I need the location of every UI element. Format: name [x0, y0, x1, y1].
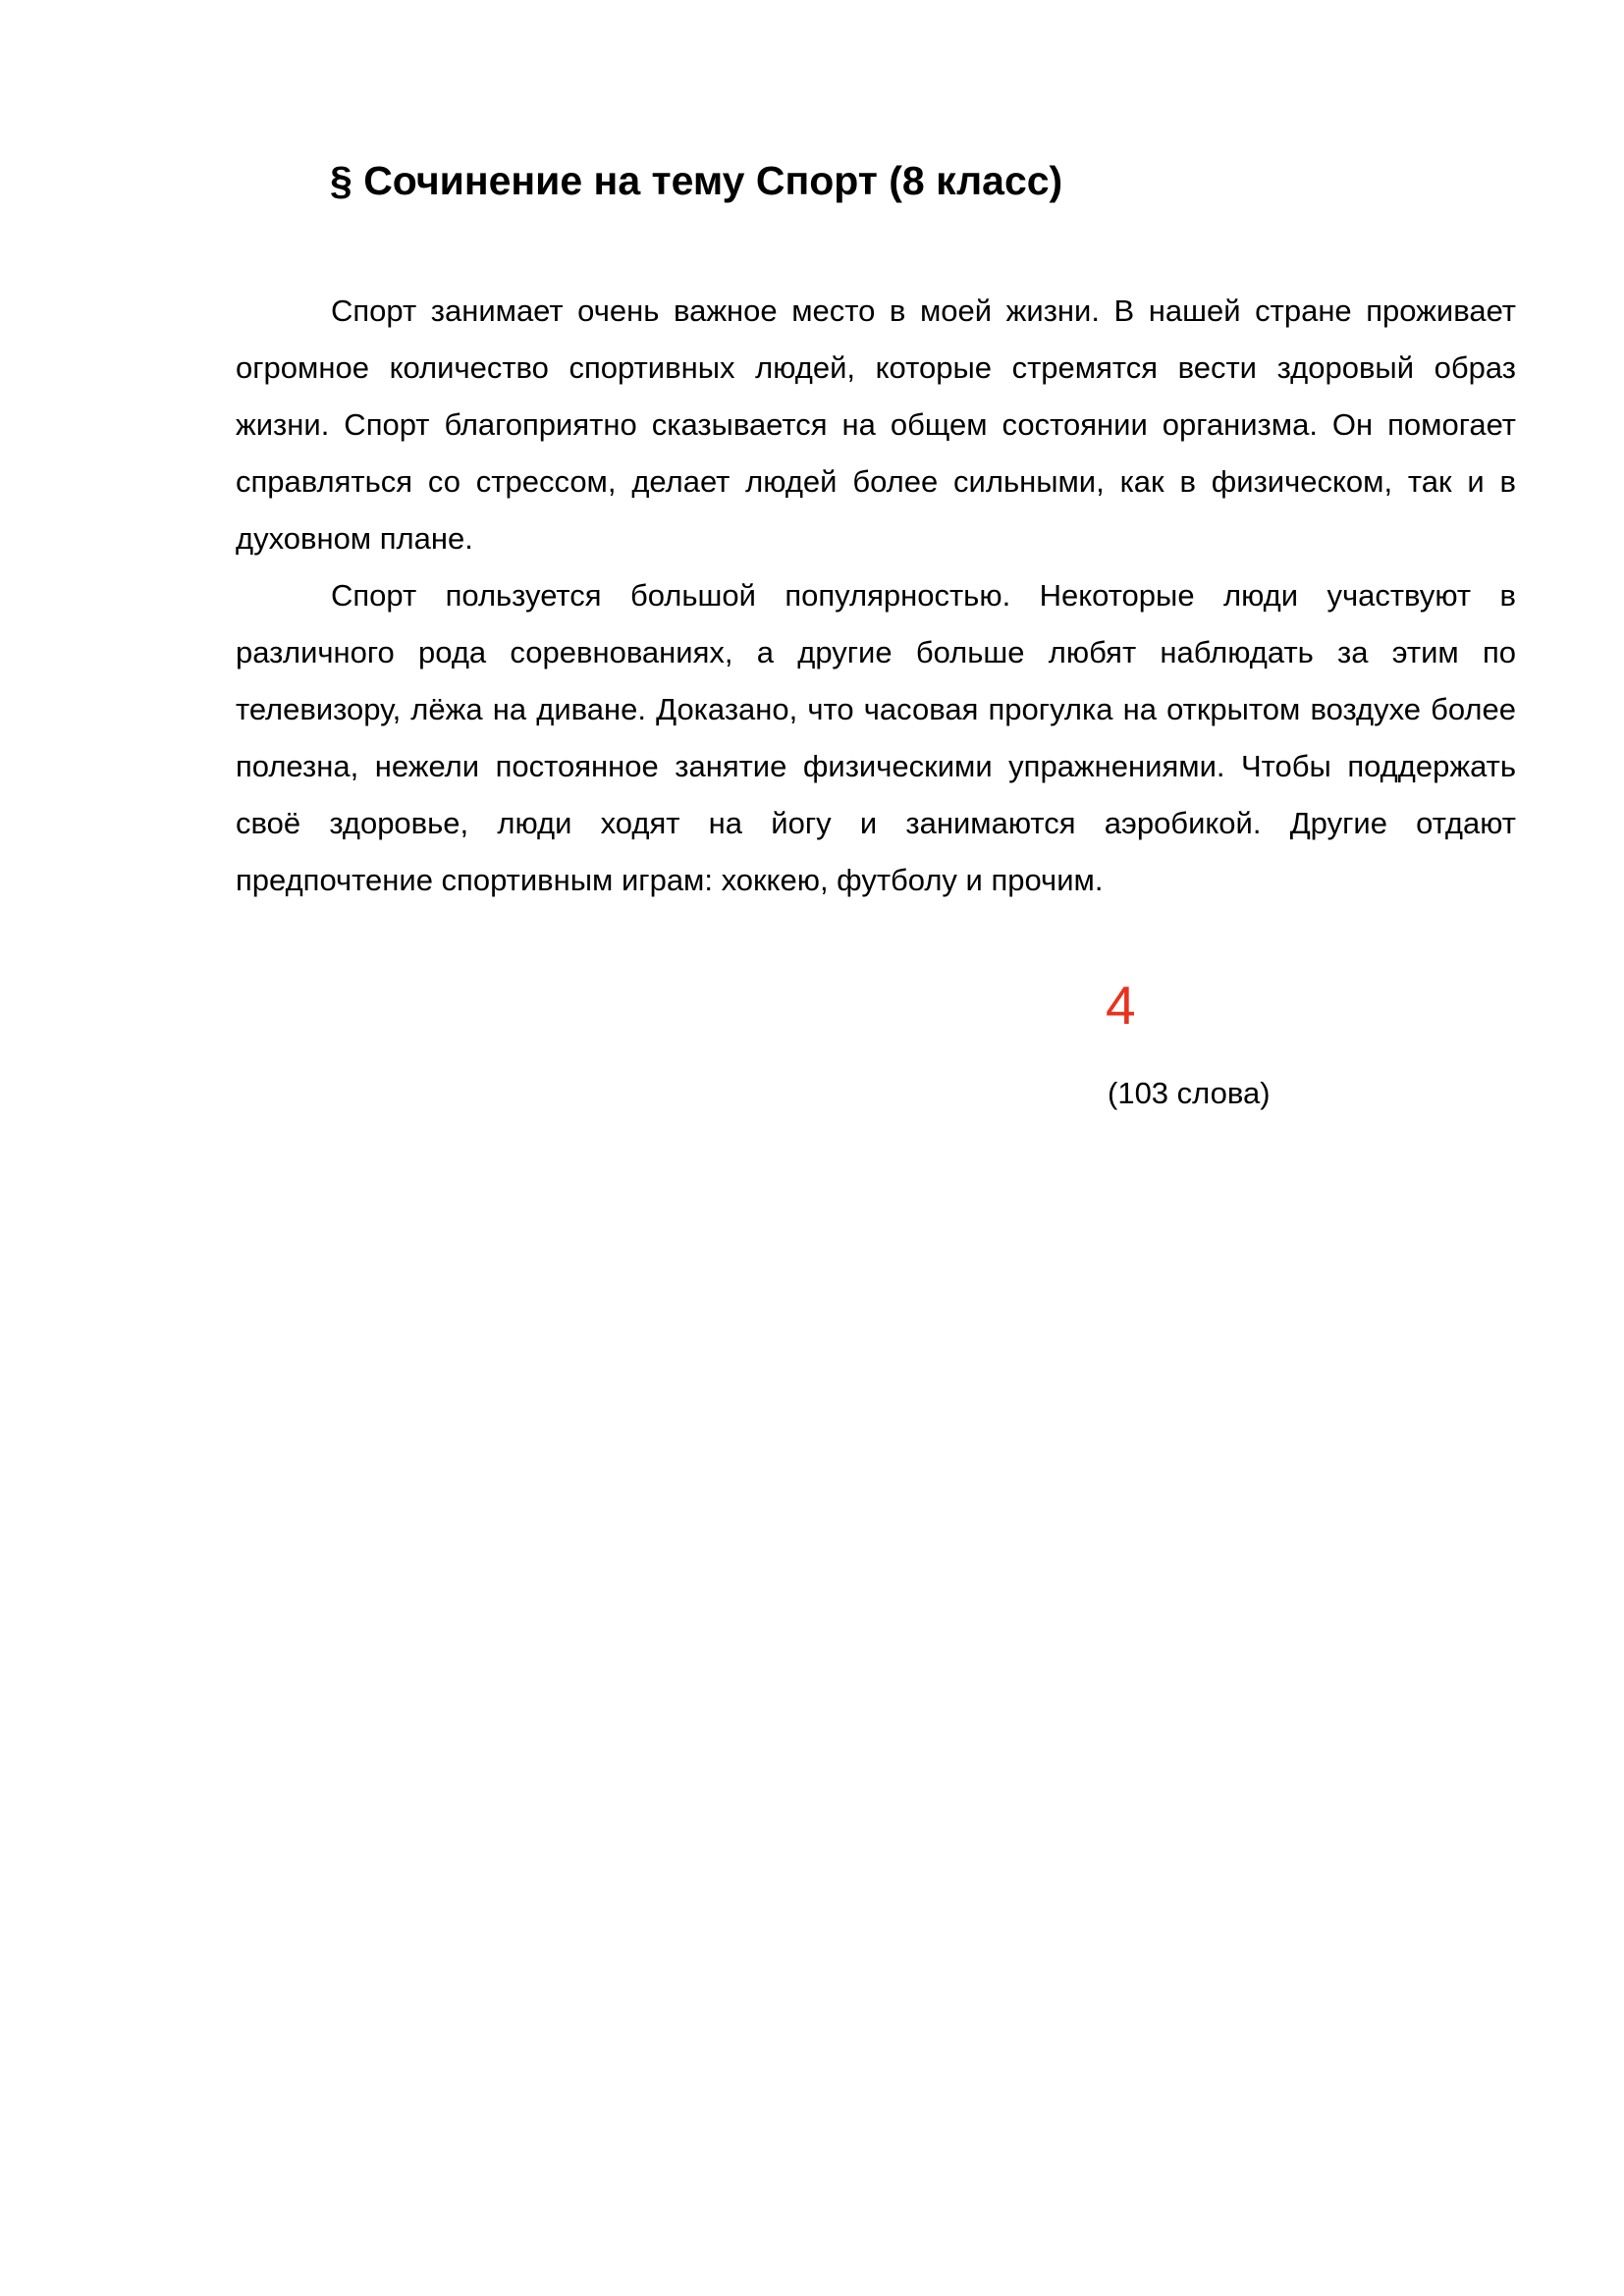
essay-title: § Сочинение на тему Спорт (8 класс)	[330, 158, 1063, 203]
word-count: (103 слова)	[1108, 1076, 1271, 1110]
grade-mark: 4	[1106, 975, 1136, 1036]
essay-paragraph-1: Спорт занимает очень важное место в моей жизни. В нашей стране проживает огромное количество спортивных людей, которые стремятся вести здоровый образ жизни. Спорт благоприятно сказывается на общем состоянии организма. Он помогает справляться со стрессом, делает людей более сильными, как в физическом, так и в духовном плане.	[236, 294, 1516, 556]
essay-body	[236, 283, 1516, 909]
essay-paragraph-2: Спорт пользуется большой популярностью. Некоторые люди участвуют в различного рода соревнованиях, а другие больше любят наблюдать за этим по телевизору, лёжа на диване. Доказано, что часовая прогулка на открытом воздухе более полезна, нежели постоянное занятие физическими упражнениями. Чтобы поддержать своё здоровье, люди ходят на йогу и занимаются аэробикой. Другие отдают предпочтение спортивным играм: хоккею, футболу и прочим.	[236, 578, 1516, 897]
